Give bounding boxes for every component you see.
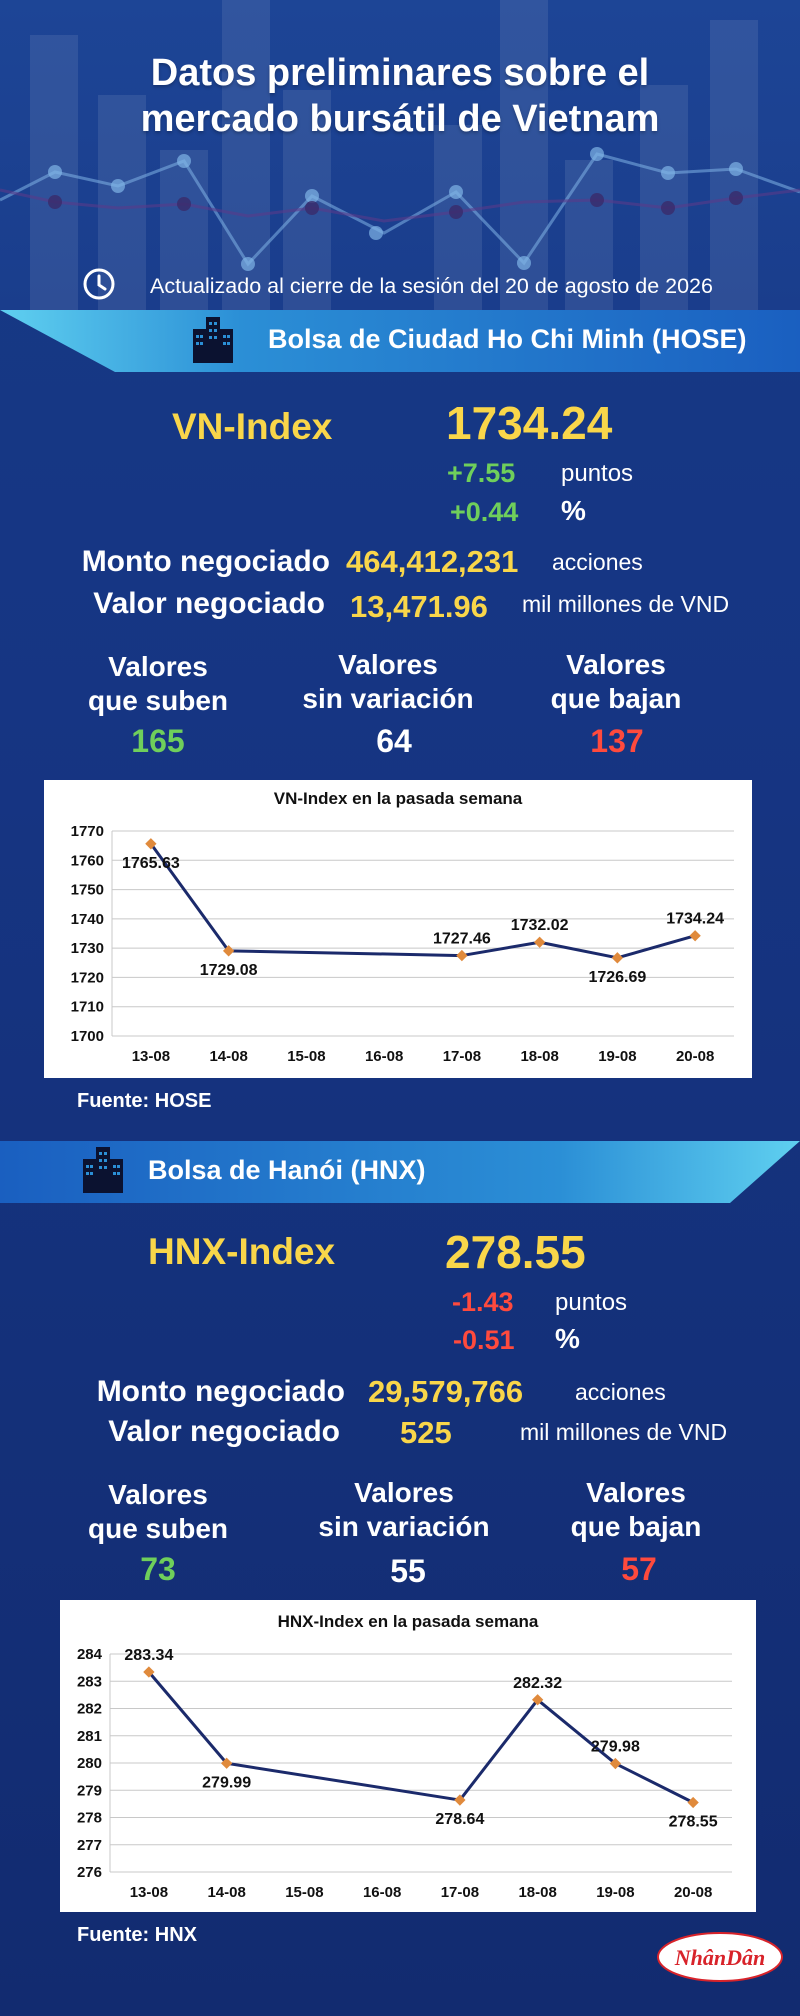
data-label: 1726.69: [588, 968, 647, 986]
y-tick-label: 1700: [70, 1028, 104, 1045]
hose-volume-label: Monto negociado: [81, 545, 330, 578]
hose-points-unit: puntos: [561, 460, 634, 487]
x-tick-label: 15-08: [285, 1884, 324, 1901]
data-label: 282.32: [513, 1674, 563, 1692]
x-tick-label: 17-08: [440, 1884, 480, 1901]
chart-title: HNX-Index en la pasada semana: [277, 1612, 539, 1631]
hnx-down-label-1: Valores: [586, 1477, 686, 1508]
data-point: [612, 952, 623, 963]
data-label: 278.55: [668, 1813, 718, 1831]
x-tick-label: 20-08: [673, 1884, 713, 1901]
hose-value-label: Valor negociado: [93, 587, 325, 620]
x-tick-label: 15-08: [287, 1048, 326, 1065]
hnx-down-label: [516, 1476, 756, 1544]
x-tick-label: 13-08: [131, 1048, 171, 1065]
building-icon: [188, 315, 238, 365]
header: [0, 0, 800, 310]
hose-up-label-2: que suben: [87, 685, 228, 716]
hnx-points-unit: puntos: [555, 1289, 628, 1316]
data-point: [689, 930, 700, 941]
x-tick-label: 13-08: [129, 1884, 169, 1901]
hnx-index-name: HNX-Index: [148, 1231, 336, 1272]
y-tick-label: 1720: [70, 969, 104, 987]
hose-change-pct: +0.44: [450, 497, 519, 527]
hnx-value-unit: mil millones de VND: [520, 1419, 728, 1445]
hnx-chart-svg: [60, 1600, 756, 1912]
data-point: [687, 1797, 698, 1808]
hose-flat-count: 64: [376, 723, 412, 759]
hnx-banner: [0, 1141, 800, 1203]
y-tick-label: 1750: [70, 881, 104, 899]
y-tick-label: 280: [76, 1755, 102, 1772]
hnx-volume-value: 29,579,766: [368, 1374, 524, 1409]
y-tick-label: 1770: [70, 823, 104, 840]
y-tick-label: 282: [76, 1700, 102, 1718]
hnx-flat-count: 55: [390, 1553, 426, 1589]
hose-up-label: [38, 650, 278, 718]
y-tick-label: 278: [76, 1809, 102, 1827]
nhandan-logo: [655, 1930, 785, 1984]
hose-pct-unit: %: [561, 495, 586, 526]
hnx-value-label: Valor negociado: [108, 1415, 340, 1448]
hnx-up-label-2: que suben: [87, 1513, 228, 1544]
hnx-value-value: 525: [400, 1415, 452, 1450]
data-point: [456, 950, 467, 961]
hnx-index-value: 278.55: [445, 1226, 586, 1278]
hnx-down-label-2: que bajan: [570, 1511, 702, 1542]
data-label: 1732.02: [510, 917, 569, 935]
hnx-up-count: 73: [140, 1551, 176, 1587]
x-tick-label: 16-08: [364, 1048, 404, 1065]
hnx-down-count: 57: [621, 1551, 657, 1587]
hose-up-label-1: Valores: [108, 651, 208, 682]
hose-value-unit: mil millones de VND: [522, 591, 730, 617]
hose-index-name: VN-Index: [172, 406, 333, 447]
x-tick-label: 17-08: [442, 1048, 482, 1065]
x-tick-label: 18-08: [520, 1048, 559, 1065]
hose-volume-unit: acciones: [552, 549, 643, 575]
hose-up-count: 165: [131, 723, 185, 759]
hnx-change-pct: -0.51: [453, 1325, 515, 1355]
logo-text: NhânDân: [674, 1945, 766, 1970]
y-tick-label: 1740: [70, 910, 104, 928]
x-tick-label: 18-08: [518, 1884, 557, 1901]
hose-banner-title: Bolsa de Ciudad Ho Chi Minh (HOSE): [268, 324, 747, 354]
hose-flat-label: [268, 648, 508, 716]
page-title-line-2: mercado bursátil de Vietnam: [140, 98, 660, 140]
hnx-change-points: -1.43: [452, 1287, 514, 1317]
hose-chart-svg: [44, 780, 752, 1078]
hnx-source: Fuente: HNX: [77, 1924, 197, 1946]
x-tick-label: 14-08: [207, 1884, 246, 1901]
hose-banner: [0, 310, 800, 372]
hnx-chart: [60, 1600, 756, 1912]
data-label: 279.99: [202, 1774, 252, 1792]
data-point: [534, 937, 545, 948]
y-tick-label: 283: [76, 1673, 102, 1691]
data-label: 1727.46: [432, 930, 491, 948]
data-label: 283.34: [124, 1646, 174, 1664]
series-line: [151, 844, 695, 958]
hose-change-points: +7.55: [447, 458, 516, 488]
hnx-up-label: [38, 1478, 278, 1546]
data-label: 1734.24: [666, 910, 725, 928]
x-tick-label: 20-08: [675, 1048, 715, 1065]
updated-text: Actualizado al cierre de la sesión del 20 de agosto de 2026: [150, 274, 713, 298]
data-label: 279.98: [590, 1738, 640, 1756]
x-tick-label: 16-08: [362, 1884, 402, 1901]
chart-title: VN-Index en la pasada semana: [273, 789, 523, 808]
y-tick-label: 1710: [70, 998, 104, 1016]
data-label: 1765.63: [121, 854, 180, 872]
y-tick-label: 1730: [70, 940, 104, 958]
page-title-line-1: Datos preliminares sobre el: [150, 52, 650, 94]
hose-chart: [44, 780, 752, 1078]
hose-value-value: 13,471.96: [350, 589, 488, 624]
hnx-volume-unit: acciones: [575, 1379, 666, 1405]
hose-flat-label-1: Valores: [338, 649, 438, 680]
hnx-flat-label-2: sin variación: [318, 1511, 490, 1542]
x-tick-label: 19-08: [596, 1884, 635, 1901]
page-title: [0, 50, 800, 142]
y-tick-label: 276: [76, 1864, 102, 1881]
hose-source: Fuente: HOSE: [77, 1090, 212, 1112]
hose-flat-label-2: sin variación: [302, 683, 474, 714]
y-tick-label: 281: [76, 1727, 102, 1745]
hnx-banner-title: Bolsa de Hanói (HNX): [148, 1155, 426, 1185]
x-tick-label: 14-08: [209, 1048, 248, 1065]
hose-index-value: 1734.24: [446, 397, 613, 449]
hose-volume-value: 464,412,231: [346, 544, 519, 579]
x-tick-label: 19-08: [598, 1048, 637, 1065]
y-tick-label: 279: [76, 1782, 102, 1800]
header-decoration: [0, 0, 800, 310]
hose-down-label-1: Valores: [566, 649, 666, 680]
hnx-flat-label: [284, 1476, 524, 1544]
hnx-up-label-1: Valores: [108, 1479, 208, 1510]
y-tick-label: 277: [76, 1836, 102, 1854]
hnx-flat-label-1: Valores: [354, 1477, 454, 1508]
hose-down-count: 137: [590, 723, 644, 759]
y-tick-label: 284: [76, 1646, 102, 1663]
data-label: 1729.08: [199, 961, 258, 979]
y-tick-label: 1760: [70, 852, 104, 870]
hnx-volume-label: Monto negociado: [96, 1375, 345, 1408]
hnx-pct-unit: %: [555, 1323, 580, 1354]
data-label: 278.64: [435, 1811, 485, 1829]
hose-down-label-2: que bajan: [550, 683, 682, 714]
clock-icon: [82, 267, 116, 301]
building-icon-hnx: [78, 1145, 128, 1195]
hose-down-label: [496, 648, 736, 716]
